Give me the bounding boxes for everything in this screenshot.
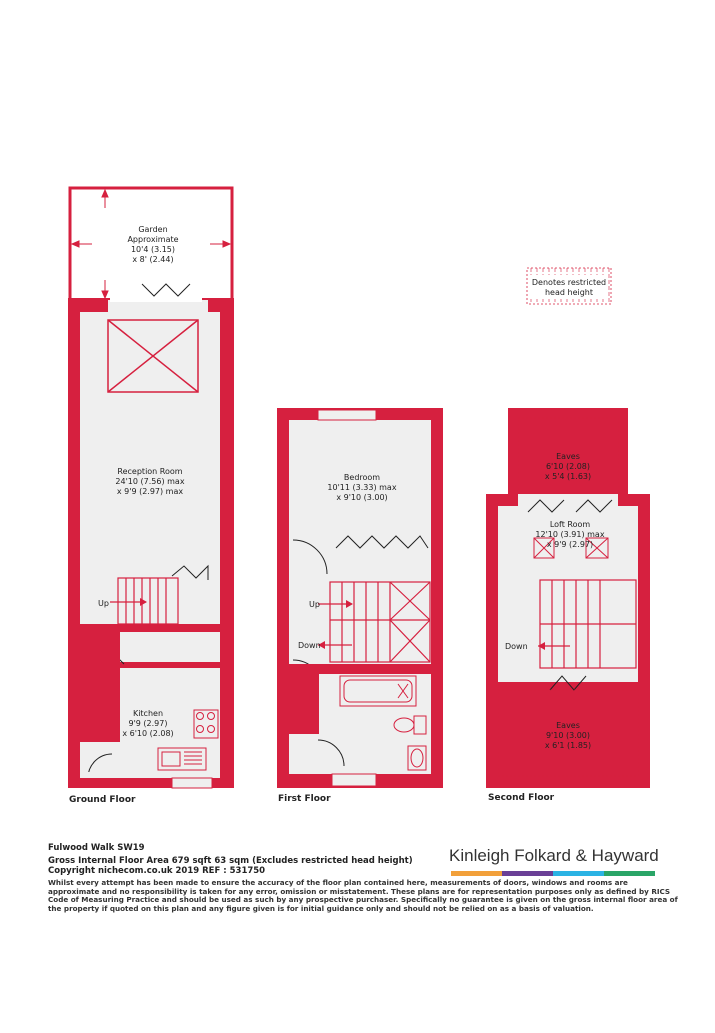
bath-icon	[340, 676, 416, 706]
ground-stairs	[118, 578, 178, 624]
property-title: Fulwood Walk SW19	[48, 843, 145, 853]
basin-icon	[408, 746, 426, 770]
reception-dim-1: 24'10 (7.56) max	[115, 477, 185, 486]
sink-icon	[158, 748, 206, 770]
eaves-bottom-label: Eaves	[556, 721, 580, 730]
copyright-text: Copyright nichecom.co.uk 2019 REF : 531750	[48, 866, 266, 876]
ground-stairs-up-label: Up	[98, 599, 109, 608]
loft-room-dim-2: x 9'9 (2.97)	[546, 540, 594, 549]
brand-logo-text: Kinleigh Folkard & Hayward	[449, 846, 659, 865]
brand-color-bar	[451, 871, 655, 876]
kitchen-dim-2: x 6'10 (2.08)	[122, 729, 174, 738]
kitchen-label: Kitchen	[132, 709, 164, 718]
eaves-bottom-dim-2: x 6'1 (1.85)	[544, 741, 592, 750]
loft-room-label: Loft Room	[549, 520, 591, 529]
reception-dim-2: x 9'9 (2.97) max	[116, 487, 184, 496]
bedroom-label: Bedroom	[343, 473, 381, 482]
brand-bar-green	[604, 871, 655, 876]
ground-floor-label: Ground Floor	[69, 795, 136, 805]
garden-area	[70, 188, 232, 300]
kitchen-dim-1: 9'9 (2.97)	[128, 719, 168, 728]
brand-bar-purple	[502, 871, 553, 876]
disclaimer-text: Whilst every attempt has been made to ensure the accuracy of the floor plan contained here, measurements of doors, windows and rooms are approximate and no responsibility is taken for any error, omission or misstatement. These plans are for representation purposes only as defined by RICS Code of Measuring Practice and should be used as such by any prospective purchaser. Specifically no guarantee is given on the gross internal floor area of the property if quoted on this plan and any figure given is for initial guidance only and should not be relied on as a basis of valuation.	[48, 878, 678, 913]
first-stairs-down-label: Down	[298, 641, 321, 650]
eaves-top-dim-2: x 5'4 (1.63)	[544, 472, 592, 481]
reception-label: Reception Room	[117, 467, 183, 476]
brand-bar-blue	[553, 871, 604, 876]
garden-dim-1: 10'4 (3.15)	[130, 245, 176, 254]
brand-bar-orange	[451, 871, 502, 876]
first-floor-plan	[277, 408, 443, 788]
bedroom-dim-2: x 9'10 (3.00)	[336, 493, 388, 502]
legend-text-2: head height	[544, 288, 594, 297]
loft-room-dim-1: 12'10 (3.91) max	[535, 530, 605, 539]
second-stairs-down-label: Down	[505, 642, 528, 651]
second-floor-label: Second Floor	[488, 793, 555, 803]
hob-icon	[194, 710, 218, 738]
floor-area-text: Gross Internal Floor Area 679 sqft 63 sqm (Excludes restricted head height)	[48, 856, 413, 866]
eaves-top-dim-1: 6'10 (2.08)	[545, 462, 591, 471]
eaves-top-label: Eaves	[556, 452, 580, 461]
garden-label-2: Approximate	[127, 235, 179, 244]
garden-label: Garden	[138, 225, 168, 234]
eaves-bottom-dim-1: 9'10 (3.00)	[545, 731, 591, 740]
bedroom-dim-1: 10'11 (3.33) max	[327, 483, 397, 492]
garden-dim-2: x 8' (2.44)	[132, 255, 174, 264]
first-floor-label: First Floor	[278, 794, 331, 804]
first-stairs-up-label: Up	[309, 600, 320, 609]
legend-text-1: Denotes restricted	[531, 278, 607, 287]
